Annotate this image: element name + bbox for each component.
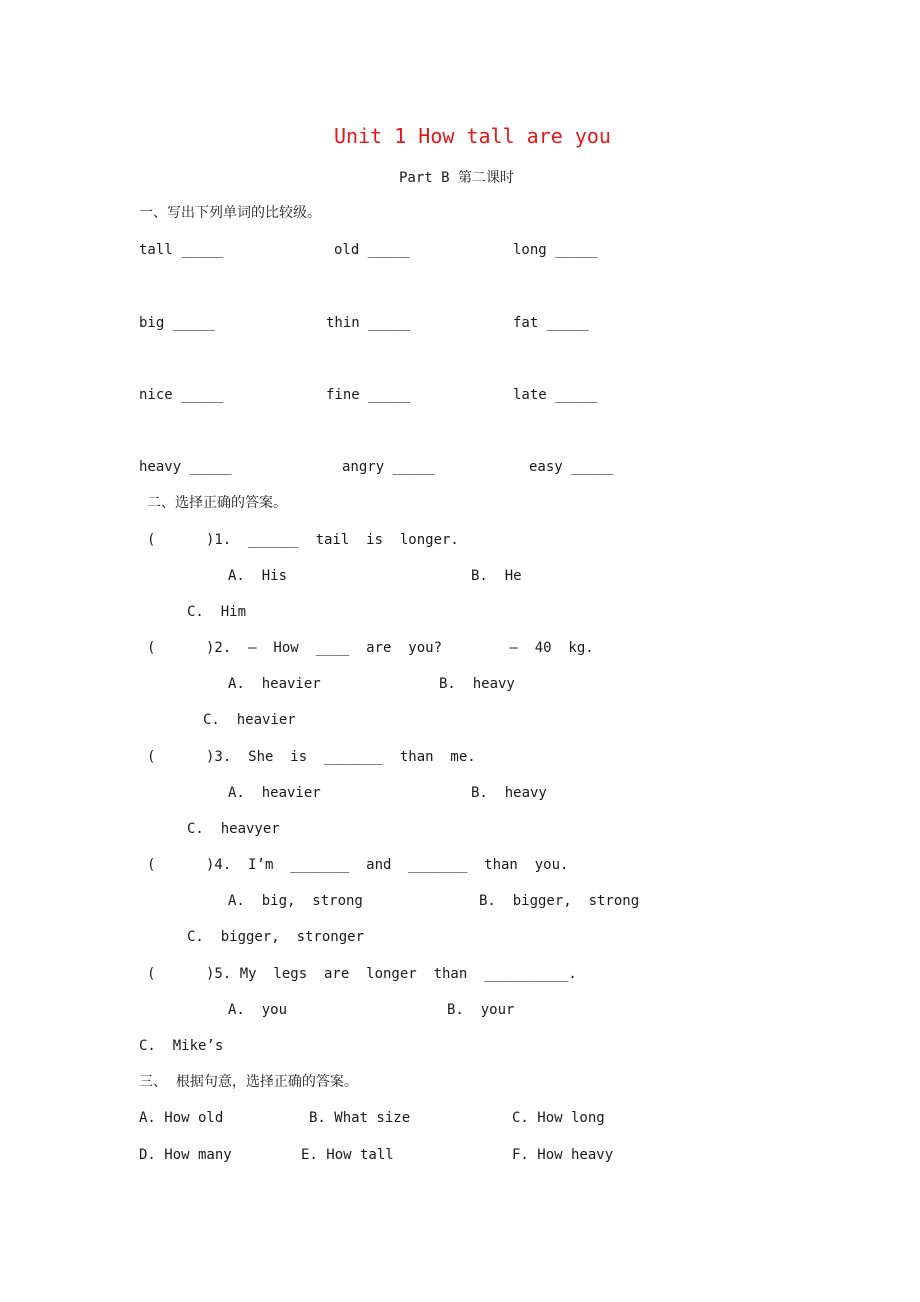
option-a: A. you	[228, 1002, 288, 1018]
page-subtitle: Part B 第二课时	[399, 170, 515, 186]
word-item: old _____	[334, 242, 410, 258]
word-item: fine _____	[326, 387, 411, 403]
option-c: C. Him	[187, 604, 247, 620]
word-item: easy _____	[529, 459, 614, 475]
option-c: C. bigger, stronger	[187, 929, 365, 945]
option-c: C. heavier	[203, 712, 296, 728]
answer-option: E. How tall	[301, 1147, 394, 1163]
section3-heading: 三、 根据句意，选择正确的答案。	[139, 1074, 358, 1090]
word-item: nice _____	[139, 387, 224, 403]
option-a: A. heavier	[228, 676, 321, 692]
option-c: C. heavyer	[187, 821, 280, 837]
page-title: Unit 1 How tall are you	[334, 124, 611, 148]
option-c: C. Mike’s	[139, 1038, 224, 1054]
question-stem: ( )3. She is _______ than me.	[147, 749, 476, 765]
option-b: B. heavy	[471, 785, 547, 801]
word-item: late _____	[513, 387, 598, 403]
option-b: B. your	[447, 1002, 515, 1018]
option-b: B. He	[471, 568, 522, 584]
answer-option: D. How many	[139, 1147, 232, 1163]
question-stem: ( )1. ______ tail is longer.	[147, 532, 459, 548]
answer-option: F. How heavy	[512, 1147, 614, 1163]
question-stem: ( )5. My legs are longer than __________.	[147, 966, 577, 982]
word-item: thin _____	[326, 315, 411, 331]
word-item: heavy _____	[139, 459, 232, 475]
answer-option: A. How old	[139, 1110, 224, 1126]
answer-option: C. How long	[512, 1110, 605, 1126]
word-item: big _____	[139, 315, 215, 331]
option-a: A. heavier	[228, 785, 321, 801]
answer-option: B. What size	[309, 1110, 411, 1126]
option-b: B. bigger, strong	[479, 893, 640, 909]
question-stem: ( )4. I’m _______ and _______ than you.	[147, 857, 569, 873]
option-b: B. heavy	[439, 676, 515, 692]
word-item: angry _____	[342, 459, 435, 475]
section2-heading: 二、选择正确的答案。	[147, 495, 287, 511]
word-item: tall _____	[139, 242, 224, 258]
section1-heading: 一、写出下列单词的比较级。	[139, 205, 321, 221]
option-a: A. His	[228, 568, 288, 584]
word-item: long _____	[513, 242, 598, 258]
question-stem: ( )2. — How ____ are you? — 40 kg.	[147, 640, 594, 656]
word-item: fat _____	[513, 315, 589, 331]
option-a: A. big, strong	[228, 893, 363, 909]
